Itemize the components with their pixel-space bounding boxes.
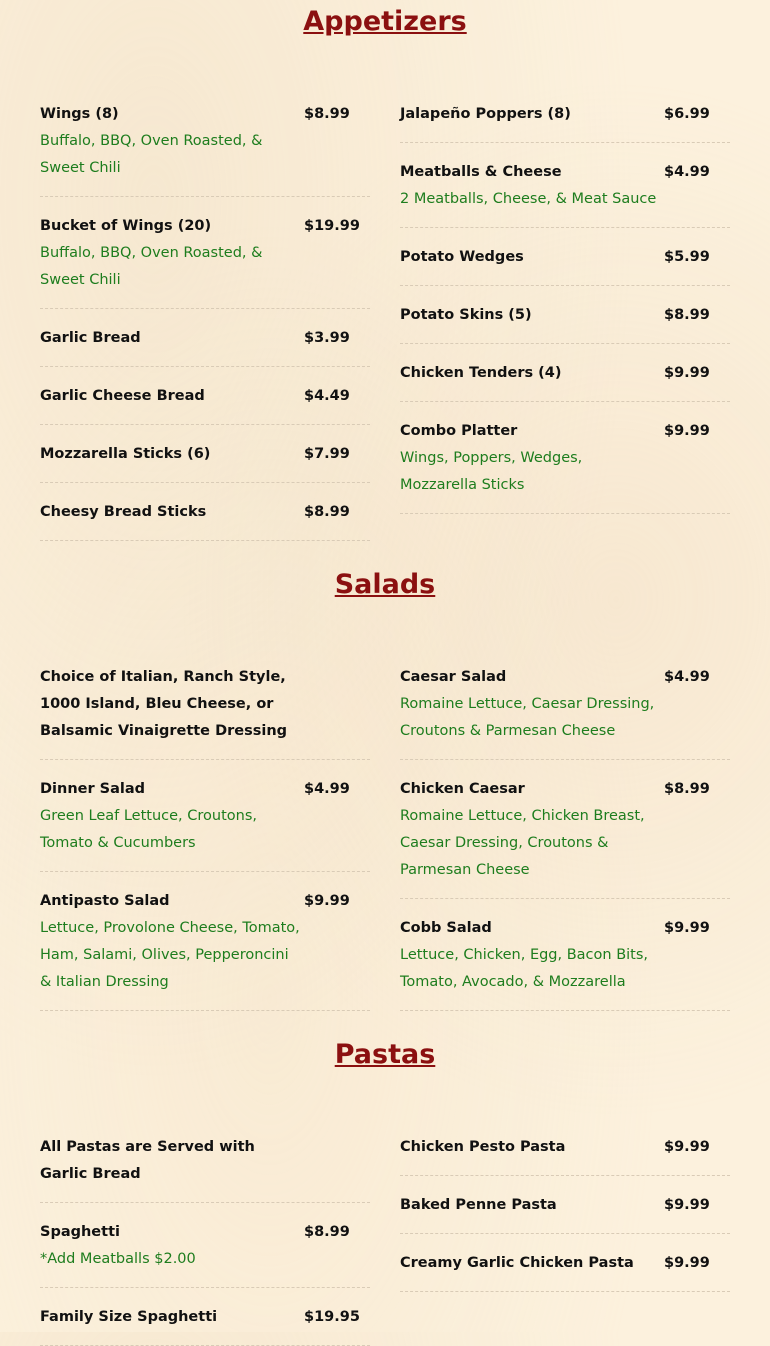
menu-item-name: Jalapeño Poppers (8) <box>400 106 571 122</box>
menu-item <box>400 1234 730 1292</box>
pastas-title: Pastas <box>334 1039 436 1070</box>
menu-item-price: $19.95 <box>304 1309 360 1325</box>
menu-item <box>400 760 730 899</box>
menu-item <box>40 872 370 1011</box>
menu-item <box>400 286 730 344</box>
menu-item-description: Romaine Lettuce, Caesar Dressing, Croutons & Parmesan Cheese <box>400 696 655 739</box>
menu-item-price: $4.99 <box>664 164 710 180</box>
menu-item-name: All Pastas are Served with Garlic Bread <box>40 1139 255 1182</box>
menu-item-price: $9.99 <box>664 1197 710 1213</box>
menu-item <box>40 197 370 309</box>
salads-title: Salads <box>334 569 436 600</box>
menu-item-price: $9.99 <box>664 1255 710 1271</box>
menu-item-name: Choice of Italian, Ranch Style, 1000 Island, Bleu Cheese, or Balsamic Vinaigrette Dressing <box>40 669 288 739</box>
menu-item-price: $8.99 <box>664 307 710 323</box>
menu-item <box>40 100 370 197</box>
menu-item-description: Romaine Lettuce, Chicken Breast, Caesar Dressing, Croutons & Parmesan Cheese <box>400 808 645 878</box>
menu-item-description: Lettuce, Provolone Cheese, Tomato, Ham, Salami, Olives, Pepperoncini & Italian Dressing <box>40 920 300 990</box>
menu-item-price: $3.99 <box>304 330 350 346</box>
menu-item-price: $9.99 <box>304 893 350 909</box>
menu-item-description: Green Leaf Lettuce, Croutons, Tomato & Cucumbers <box>40 808 258 851</box>
menu-item-name: Creamy Garlic Chicken Pasta <box>400 1255 634 1271</box>
menu-item-name: Mozzarella Sticks (6) <box>40 446 211 462</box>
menu-item <box>40 760 370 872</box>
menu-item <box>400 663 730 760</box>
menu-item <box>400 344 730 402</box>
menu-item-name: Chicken Tenders (4) <box>400 365 562 381</box>
menu-item <box>400 100 730 143</box>
menu-item <box>40 1288 370 1346</box>
menu-item-price: $4.99 <box>304 781 350 797</box>
menu-item <box>40 425 370 483</box>
menu-item-description: *Add Meatballs $2.00 <box>40 1251 196 1267</box>
menu-item <box>40 663 370 760</box>
menu-item-price: $9.99 <box>664 423 710 439</box>
menu-item <box>400 899 730 1011</box>
menu-item-price: $19.99 <box>304 218 360 234</box>
menu-item-name: Garlic Cheese Bread <box>40 388 205 404</box>
menu-item <box>400 1133 730 1176</box>
menu-item-name: Family Size Spaghetti <box>40 1309 218 1325</box>
menu-item <box>40 367 370 425</box>
menu-item-price: $8.99 <box>304 1224 350 1240</box>
menu-item-description: Buffalo, BBQ, Oven Roasted, & Sweet Chili <box>40 133 263 176</box>
pastas-left-column <box>40 1133 370 1346</box>
menu-item-price: $7.99 <box>304 446 350 462</box>
menu-item-price: $8.99 <box>664 781 710 797</box>
menu-item-name: Garlic Bread <box>40 330 141 346</box>
menu-item-description: Lettuce, Chicken, Egg, Bacon Bits, Tomato, Avocado, & Mozzarella <box>400 947 649 990</box>
menu-item-price: $8.99 <box>304 504 350 520</box>
menu-item-description: 2 Meatballs, Cheese, & Meat Sauce <box>400 191 657 207</box>
menu-item-price: $9.99 <box>664 920 710 936</box>
menu-item-price: $9.99 <box>664 365 710 381</box>
menu-item-name: Spaghetti <box>40 1224 120 1240</box>
menu-item-name: Wings (8) <box>40 106 119 122</box>
menu-item-price: $9.99 <box>664 1139 710 1155</box>
menu-item <box>400 143 730 228</box>
menu-item-price: $8.99 <box>304 106 350 122</box>
menu-item-price: $5.99 <box>664 249 710 265</box>
menu-item-price: $6.99 <box>664 106 710 122</box>
menu-item <box>40 309 370 367</box>
menu-item-price: $4.99 <box>664 669 710 685</box>
appetizers-title: Appetizers <box>303 6 467 37</box>
menu-item-name: Chicken Caesar <box>400 781 525 797</box>
menu-item-name: Caesar Salad <box>400 669 507 685</box>
salads-right-column <box>400 663 730 1011</box>
menu-item-price: $4.49 <box>304 388 350 404</box>
menu-item-name: Meatballs & Cheese <box>400 164 562 180</box>
menu-item-name: Cobb Salad <box>400 920 492 936</box>
menu-item-name: Chicken Pesto Pasta <box>400 1139 566 1155</box>
menu-item-name: Bucket of Wings (20) <box>40 218 212 234</box>
menu-item <box>400 228 730 286</box>
menu-item-name: Combo Platter <box>400 423 518 439</box>
menu-item-name: Dinner Salad <box>40 781 146 797</box>
menu-item-name: Potato Skins (5) <box>400 307 532 323</box>
menu-item <box>40 1203 370 1288</box>
menu-item-name: Antipasto Salad <box>40 893 170 909</box>
menu-item <box>400 402 730 514</box>
menu-item <box>40 1133 370 1203</box>
menu-item-name: Potato Wedges <box>400 249 524 265</box>
menu-item <box>40 483 370 541</box>
menu-item-description: Wings, Poppers, Wedges, Mozzarella Sticks <box>400 450 583 493</box>
pastas-right-column <box>400 1133 730 1292</box>
menu-item-name: Cheesy Bread Sticks <box>40 504 207 520</box>
salads-left-column <box>40 663 370 1011</box>
menu-item <box>400 1176 730 1234</box>
menu-item-description: Buffalo, BBQ, Oven Roasted, & Sweet Chili <box>40 245 263 288</box>
appetizers-left-column <box>40 100 370 541</box>
appetizers-right-column <box>400 100 730 514</box>
menu-item-name: Baked Penne Pasta <box>400 1197 557 1213</box>
